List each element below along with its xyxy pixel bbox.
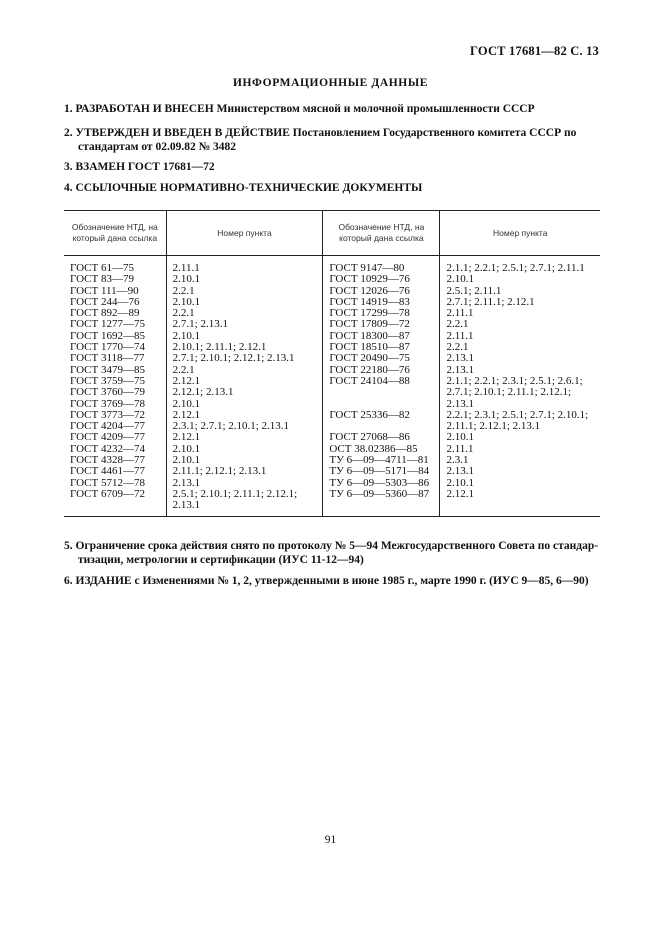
references-table	[64, 210, 600, 517]
table-cell-document: ГОСТ 892—89	[70, 307, 140, 320]
table-cell-document: ГОСТ 111—90	[70, 284, 139, 297]
table-cell-document: ГОСТ 3479—85	[70, 363, 145, 376]
table-cell-document: ГОСТ 5712—78	[70, 476, 145, 489]
table-cell-point: 2.2.1; 2.3.1; 2.5.1; 2.7.1; 2.10.1;	[446, 408, 589, 421]
table-cell-document: ТУ 6—09—5360—87	[329, 487, 430, 500]
table-cell-document: ГОСТ 4328—77	[70, 454, 145, 467]
table-cell-document: ГОСТ 27068—86	[329, 431, 410, 444]
table-cell-point: 2.12.1	[172, 408, 201, 421]
table-cell-point: 2.11.1; 2.12.1; 2.13.1	[446, 420, 541, 433]
running-head: ГОСТ 17681—82 С. 13	[470, 44, 599, 58]
table-cell-document: ГОСТ 1770—74	[70, 341, 145, 354]
table-cell-document: ГОСТ 3773—72	[70, 408, 145, 421]
item-3	[64, 160, 600, 174]
item-text-continuation: тизации, метрологии и сертификации (ИУС 11-12—94)	[78, 554, 364, 566]
table-cell-document: ТУ 6—09—5171—84	[329, 465, 430, 478]
table-cell-point: 2.11.1	[446, 442, 474, 455]
table-cell-document: ГОСТ 12026—76	[329, 284, 410, 297]
column-header-point: Номер пункта	[166, 211, 323, 256]
table-cell-point: 2.7.1; 2.10.1; 2.12.1; 2.13.1	[172, 352, 295, 365]
table-cell-point: 2.12.1; 2.13.1	[172, 386, 234, 399]
left-points-column	[166, 256, 323, 517]
table-cell-point: 2.13.1	[446, 363, 474, 376]
table-cell-document: ГОСТ 25336—82	[329, 408, 410, 421]
table-cell-document: ТУ 6—09—5303—86	[329, 476, 430, 489]
table-cell-document: ГОСТ 3760—79	[70, 386, 145, 399]
table-cell-point: 2.11.1; 2.12.1; 2.13.1	[172, 465, 267, 478]
table-cell-document: ГОСТ 61—75	[70, 262, 134, 274]
table-cell-document: ГОСТ 3759—75	[70, 374, 145, 387]
item-number: 4.	[64, 182, 73, 194]
table-cell-point: 2.3.1; 2.7.1; 2.10.1; 2.13.1	[172, 420, 290, 433]
item-2	[64, 126, 600, 154]
table-cell-document: ГОСТ 22180—76	[329, 363, 410, 376]
table-cell-point: 2.12.1	[446, 487, 474, 500]
table-cell-document: ГОСТ 3769—78	[70, 397, 145, 410]
table-cell-document: ГОСТ 244—76	[70, 295, 140, 308]
item-6	[64, 574, 600, 588]
table-cell-point: 2.5.1; 2.10.1; 2.11.1; 2.12.1;	[172, 487, 298, 500]
page-number: 91	[324, 834, 337, 846]
item-number: 5.	[64, 540, 73, 552]
right-documents-column	[323, 256, 440, 517]
table-cell-point: 2.10.1	[172, 442, 201, 455]
table-cell-document: ГОСТ 17299—78	[329, 307, 410, 320]
table-row	[64, 256, 600, 517]
table-cell-point: 2.10.1	[446, 273, 474, 286]
table-cell-point: 2.13.1	[446, 352, 474, 365]
item-heading: ССЫЛОЧНЫЕ НОРМАТИВНО-ТЕХНИЧЕСКИЕ ДОКУМЕНТЫ	[75, 182, 423, 194]
item-text-continuation: стандартам от 02.09.82 № 3482	[78, 141, 237, 153]
item-text: Постановлением Государственного комитета СССР по	[289, 127, 577, 139]
table-cell-point: 2.1.1; 2.2.1; 2.3.1; 2.5.1; 2.6.1;	[446, 374, 583, 387]
table-cell-document: ГОСТ 20490—75	[329, 352, 410, 365]
page-title: ИНФОРМАЦИОННЫЕ ДАННЫЕ	[232, 77, 429, 89]
table-cell-point: 2.11.1	[446, 307, 474, 320]
table-cell-point: 2.13.1	[446, 397, 474, 410]
item-text: Ограничение срока действия снято по протоколу № 5—94 Межгосударственного Совета по стандар-	[72, 540, 599, 552]
table-cell-point: 2.2.1	[172, 284, 195, 297]
item-heading: ВЗАМЕН ГОСТ 17681—72	[75, 161, 215, 173]
table-cell-point: 2.12.1	[172, 431, 201, 444]
table-cell-point	[446, 500, 594, 511]
table-cell-document: ГОСТ 18510—87	[329, 341, 410, 354]
table-cell-document: ГОСТ 4209—77	[70, 431, 145, 444]
table-cell-document: ГОСТ 17809—72	[329, 318, 410, 331]
column-header-document: Обозначение НТД, на который дана ссылка	[64, 211, 166, 256]
right-points-column	[440, 256, 600, 517]
table-cell-document	[329, 387, 433, 398]
item-number: 2.	[64, 127, 73, 139]
item-5	[64, 539, 600, 567]
table-cell-point: 2.2.1	[172, 363, 195, 376]
table-cell-document	[70, 500, 160, 511]
item-number: 1.	[64, 103, 73, 115]
column-header-document-2: Обозначение НТД, на который дана ссылка	[323, 211, 440, 256]
table-cell-point: 2.10.1	[172, 329, 201, 342]
item-heading: ИЗДАНИЕ	[75, 575, 132, 587]
table-cell-document: ГОСТ 9147—80	[329, 262, 405, 274]
table-cell-point: 2.7.1; 2.10.1; 2.11.1; 2.12.1;	[446, 386, 572, 399]
table-header-row	[64, 211, 600, 256]
table-cell-point: 2.11.1	[446, 329, 474, 342]
table-cell-point: 2.2.1	[446, 341, 469, 354]
item-heading: УТВЕРЖДЕН И ВВЕДЕН В ДЕЙСТВИЕ	[75, 127, 290, 139]
table-cell-point: 2.10.1	[172, 454, 201, 467]
item-text: Министерством мясной и молочной промышленности СССР	[213, 103, 535, 115]
table-cell-document: ГОСТ 83—79	[70, 273, 134, 286]
column-header-point-2: Номер пункта	[440, 211, 600, 256]
table-cell-point: 2.10.1	[446, 431, 474, 444]
item-text: с Изменениями № 1, 2, утвержденными в июне 1985 г., марте 1990 г. (ИУС 9—85, 6—90)	[131, 575, 589, 587]
table-cell-point: 2.10.1	[446, 476, 474, 489]
left-documents-column	[64, 256, 166, 517]
table-cell-document: ГОСТ 1277—75	[70, 318, 145, 331]
table-cell-point: 2.13.1	[172, 499, 201, 512]
table-cell-document: ГОСТ 4461—77	[70, 465, 145, 478]
table-cell-document: ГОСТ 6709—72	[70, 487, 145, 500]
table-cell-document: ОСТ 38.02386—85	[329, 442, 418, 455]
table-cell-document: ГОСТ 4204—77	[70, 420, 145, 433]
table-cell-point: 2.5.1; 2.11.1	[446, 284, 502, 297]
table-cell-document: ТУ 6—09—4711—81	[329, 454, 429, 467]
table-cell-point: 2.7.1; 2.11.1; 2.12.1	[446, 295, 535, 308]
table-cell-point: 2.10.1	[172, 295, 201, 308]
table-cell-point: 2.13.1	[446, 465, 474, 478]
table-cell-document: ГОСТ 4232—74	[70, 442, 145, 455]
item-heading: РАЗРАБОТАН И ВНЕСЕН	[75, 103, 214, 115]
item-4	[64, 181, 600, 195]
item-number: 3.	[64, 161, 73, 173]
item-1	[64, 102, 600, 116]
table-cell-document: ГОСТ 1692—85	[70, 329, 145, 342]
table-cell-document: ГОСТ 14919—83	[329, 295, 410, 308]
table-cell-document	[329, 500, 433, 511]
table-cell-point: 2.10.1	[172, 397, 201, 410]
table-cell-document: ГОСТ 24104—88	[329, 374, 410, 387]
table-cell-point: 2.11.1	[172, 262, 200, 274]
item-number: 6.	[64, 575, 73, 587]
table-cell-document: ГОСТ 10929—76	[329, 273, 410, 286]
table-cell-point: 2.1.1; 2.2.1; 2.5.1; 2.7.1; 2.11.1	[446, 262, 585, 274]
table-cell-point: 2.3.1	[446, 454, 469, 467]
table-cell-document: ГОСТ 18300—87	[329, 329, 410, 342]
table-cell-point: 2.7.1; 2.13.1	[172, 318, 228, 331]
table-cell-point: 2.10.1; 2.11.1; 2.12.1	[172, 341, 267, 354]
table-cell-point: 2.13.1	[172, 476, 201, 489]
table-cell-point: 2.12.1	[172, 374, 201, 387]
table-cell-document: ГОСТ 3118—77	[70, 352, 145, 365]
table-cell-point: 2.2.1	[446, 318, 469, 331]
table-cell-point: 2.2.1	[172, 307, 195, 320]
table-cell-point: 2.10.1	[172, 273, 201, 286]
